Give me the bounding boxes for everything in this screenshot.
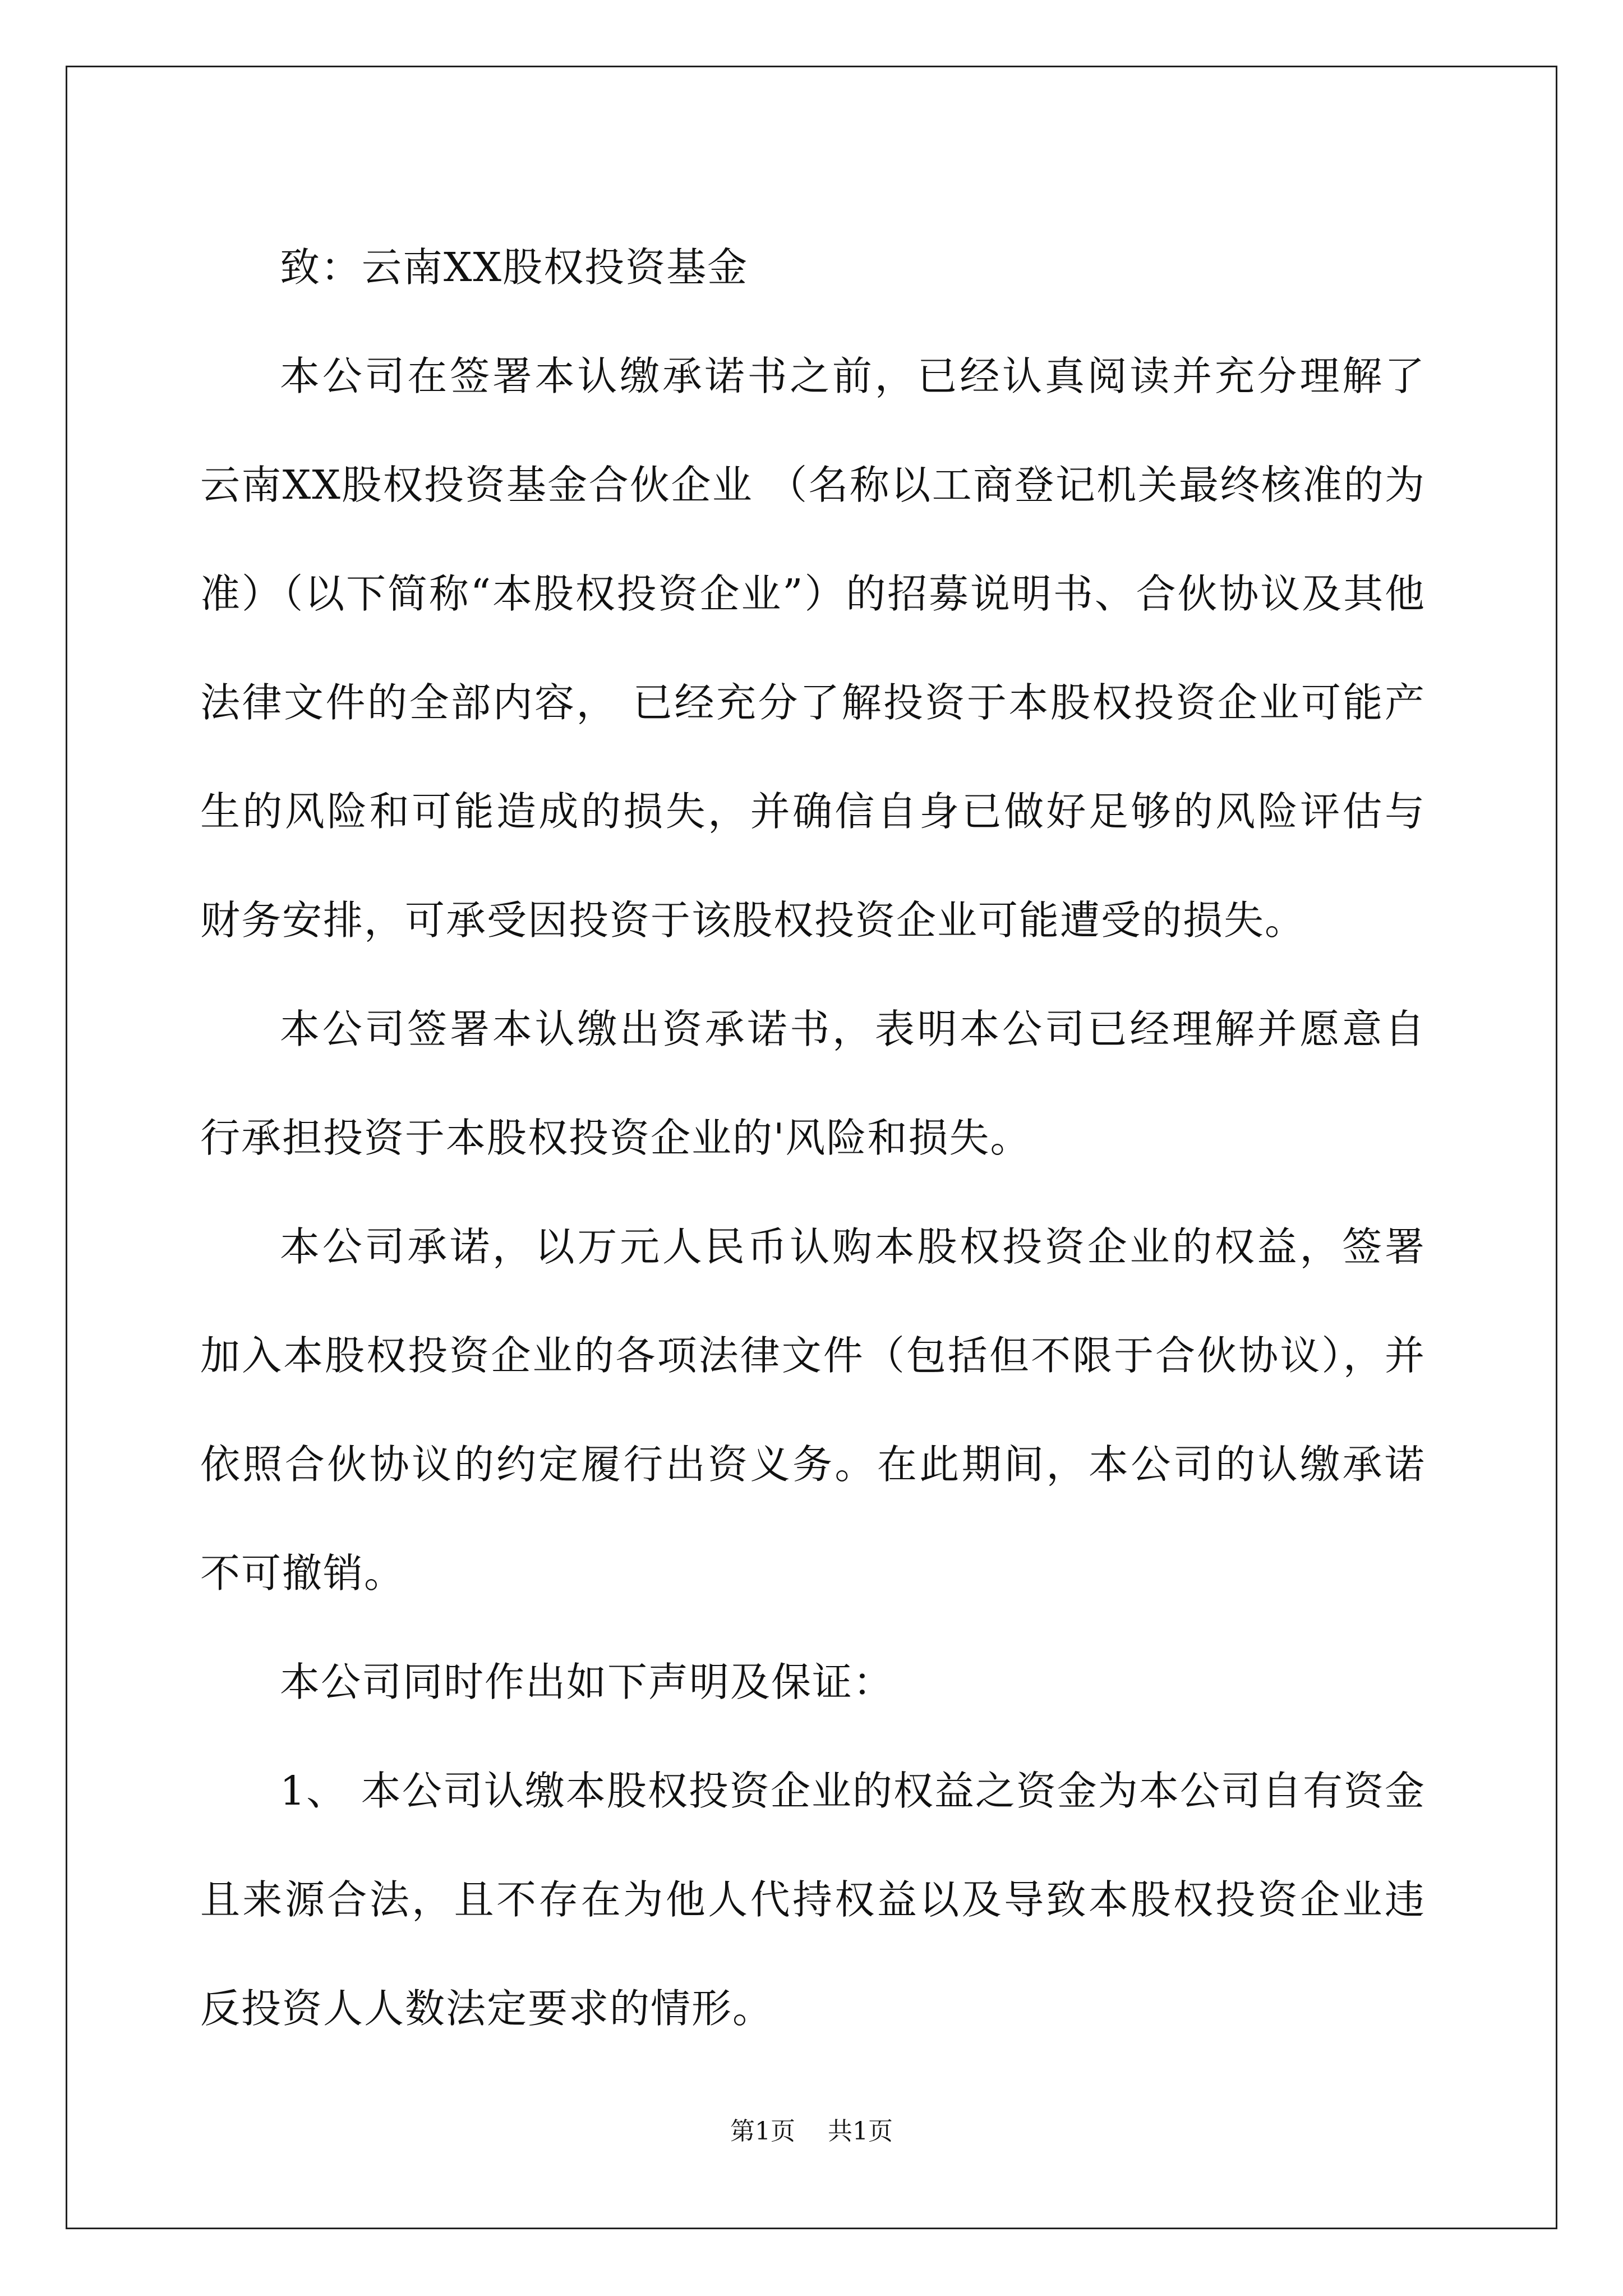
document-body [200,213,1426,2063]
paragraph-reading-confirmation: 本公司在签署本认缴承诺书之前，已经认真阅读并充分理解了云南XX股权投资基金合伙企业 （名称以工商登记机关最终核准的为准）（以下简称“本股权投资企业”）的招募说明书、合伙协议及其他法律文件的全部内容， 已经充分了解投资于本股权投资企业可能产生的风险和可能造成的损失，并确信自身已做好足够的风险评估与财务安排，可承受因投资于该股权投资企业可能遭受的损失。 [200,353,1426,944]
paragraph-subscription-commitment: 本公司承诺，以万元人民币认购本股权投资企业的权益，签署加入本股权投资企业的各项法律文件（包括但不限于合伙协议），并依照合伙协议的约定履行出资义务。在此期间，本公司的认缴承诺不可撤销。 [200,1223,1426,1596]
paragraph-declaration-item-1: 1、 本公司认缴本股权投资企业的权益之资金为本公司自有资金且来源合法，且不存在为他人代持权益以及导致本股权投资企业违反投资人人数法定要求的情形。 [200,1768,1426,2032]
salutation: 致：云南XX股权投资基金 [280,244,749,291]
page-number: 第1页 [730,2117,795,2146]
paragraph-declaration-intro: 本公司同时作出如下声明及保证： [280,1659,895,1705]
page-footer [0,2115,1623,2148]
paragraph-risk-acceptance: 本公司签署本认缴出资承诺书，表明本公司已经理解并愿意自行承担投资于本股权投资企业的'风险和损失。 [200,1006,1426,1161]
page-total: 共1页 [828,2117,893,2146]
